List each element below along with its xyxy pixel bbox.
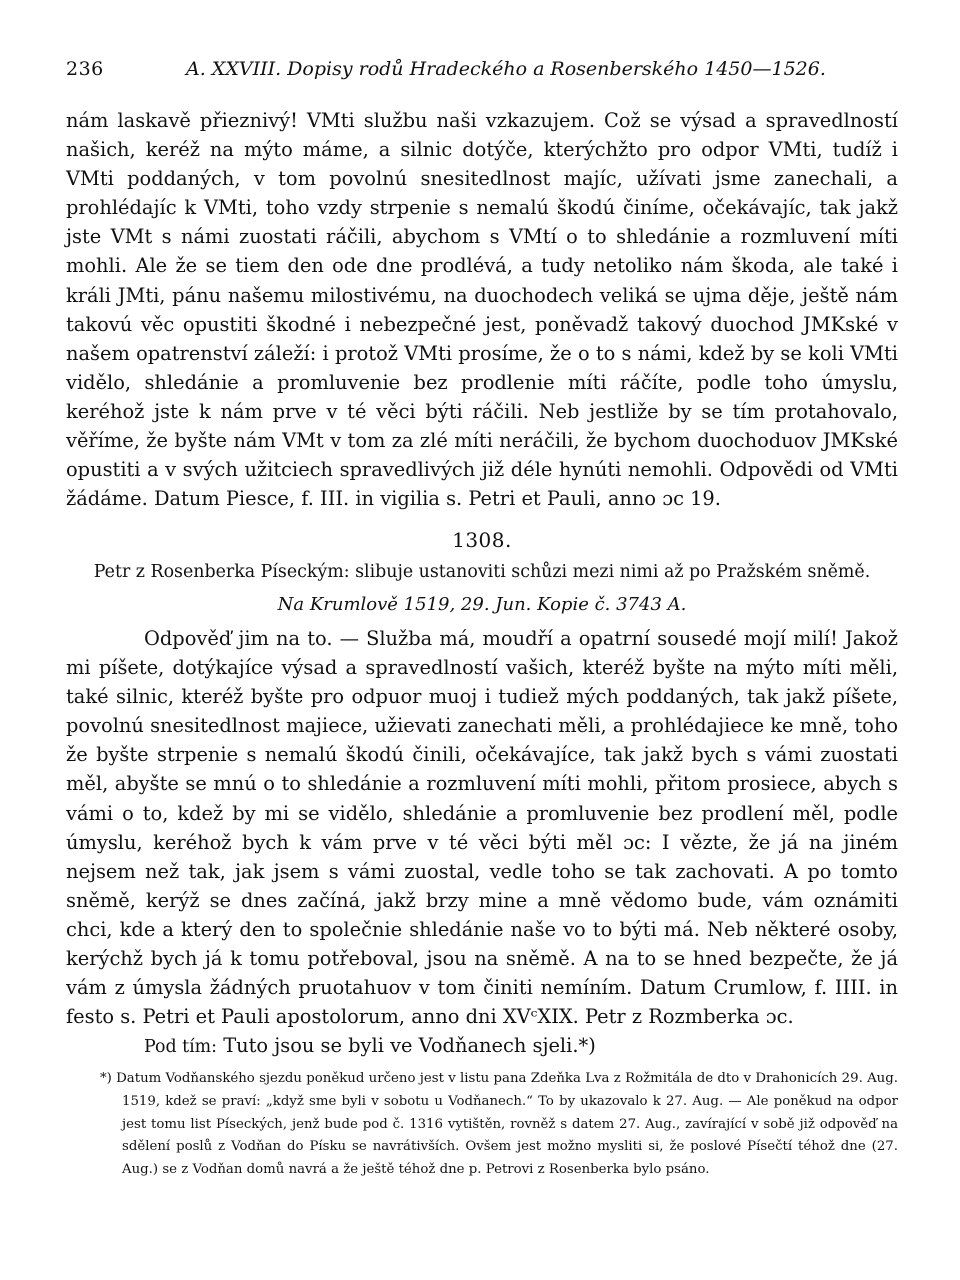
document-summary: Petr z Rosenberka Píseckým: slibuje ustanoviti schůzi mezi nimi až po Pražském sněmě. — [93, 562, 871, 582]
signoff-text: Tuto jsou se byli ve Vodňanech sjeli.*) — [223, 1034, 596, 1058]
page-number: 236 — [66, 58, 104, 80]
page-header — [66, 58, 898, 86]
continuation-paragraph: nám laskavě přieznivý! VMti službu naši vzkazujem. Což se výsad a spravedlností našich, keréž na mýto máme, a silnic dotýče, kterýchžto pro odpor VMti, tudíž i VMti poddaných, v tom povolnú snesitedlnost majíc, užívati jsme zanechali, a prohlédajíc k VMti, toho vzdy strpenie s nemalú škodú činíme, očekávajíc, tak jakž jste VMt s námi zuostati ráčili, abychom s VMtí o to shledánie a rozmluvení míti mohli. Ale že se tiem den ode dne prodlévá, a tudy netoliko nám škoda, ale také i králi JMti, pánu našemu milostivému, na duochodech veliká se ujma děje, ještě nám takovú věc opustiti škodné i nebezpečné jest, poněvadž takový duochod JMKské v našem opatrenství záleží: i protož VMti prosíme, že o to s námi, kdež by se koli VMti vidělo, shledánie a promluvenie bez prodlenie míti ráčíte, podle toho úmyslu, keréhož jste k nám prve v té věci býti ráčili. Neb jestliže by se tím protahovalo, věříme, že byšte nám VMt v tom za zlé míti neráčili, že bychom duochoduov JMKské opustiti a v svých užitciech spravedlivých již déle hynúti nemohli. Odpovědi od VMti žádáme. Datum Piesce, f. III. in vigilia s. Petri et Pauli, anno ɔc 19. — [66, 109, 898, 511]
signoff-label: Pod tím: — [144, 1037, 218, 1058]
document-number: 1308. — [452, 528, 512, 552]
continuation-section — [66, 106, 898, 513]
document-source: Na Krumlově 1519, 29. Jun. Kopie č. 3743 A. — [277, 594, 687, 615]
footnote-mark: *) — [100, 1071, 112, 1086]
letter-section — [66, 624, 898, 1062]
letter-paragraph: Odpověď jim na to. — Služba má, moudří a opatrní sousedé mojí milí! Jakož mi píšete, dotýkajíce výsad a spravedlností vašich, kteréž byšte na mýto míti měli, také silnic, kteréž byšte pro odpuor muoj i tudiež mých poddaných, tak jakž píšete, povolnú snesitedlnost majiece, užievati zanechati měli, a prohlédajiece ke mně, toho že byšte strpenie s nemalú škodú činili, očekávajíce, tak jakž bych s vámi zuostati měl, abyšte se mnú o to shledánie a rozmluvení míti mohli, přitom prosiece, abych s vámi o to, kdež by mi se vidělo, shledánie a promluvenie bez prodlení měl, podle úmyslu, keréhož bych k vám prve v té věci býti měl ɔc: I vězte, že já na jiném nejsem než tak, jak jsem s vámi zuostal, vedle toho se tak zachovati. A po tomto sněmě, kerýž se dnes začíná, jakž brzy mine a mně vědomo bude, vám oznámiti chci, kde a který den to společnie shledánie naše vo to býti má. Neb některé osoby, kerýchž bych já k tomu potřeboval, jsou na sněmě. A na to se hned bezpečte, že já vám z úmysla žádných pruotahuov v tom činiti nemíním. Datum Crumlow, f. IIII. in festo s. Petri et Pauli apostolorum, anno dni XVᶜXIX. Petr z Rozmberka ɔc. — [66, 627, 898, 1029]
footnote-text: Datum Vodňanského sjezdu poněkud určeno jest v listu pana Zdeňka Lva z Rožmitála de dto v Drahonicích 29. Aug. 1519, kdež se praví: „když sme byli v sobotu u Vodňanech.“ To by ukazovalo k 27. Aug. — Ale poněkud na odpor jest tomu list Píseckých, jenž bude pod č. 1316 vytištěn, rovněž s datem 27. Aug., zavírající v sobě již odpověď na sdělení poslů z Vodňan do Písku se navrátivších. Ovšem jest možno mysliti si, že poslové Písečtí téhož dne (27. Aug.) se z Vodňan domů navrá a že ještě téhož dne p. Petrovi z Rosenberka bylo psáno. — [116, 1071, 898, 1178]
signoff-line — [66, 1031, 898, 1062]
footnote — [100, 1068, 898, 1182]
running-title: A. XXVIII. Dopisy rodů Hradeckého a Rosenberského 1450—1526. — [186, 58, 826, 80]
